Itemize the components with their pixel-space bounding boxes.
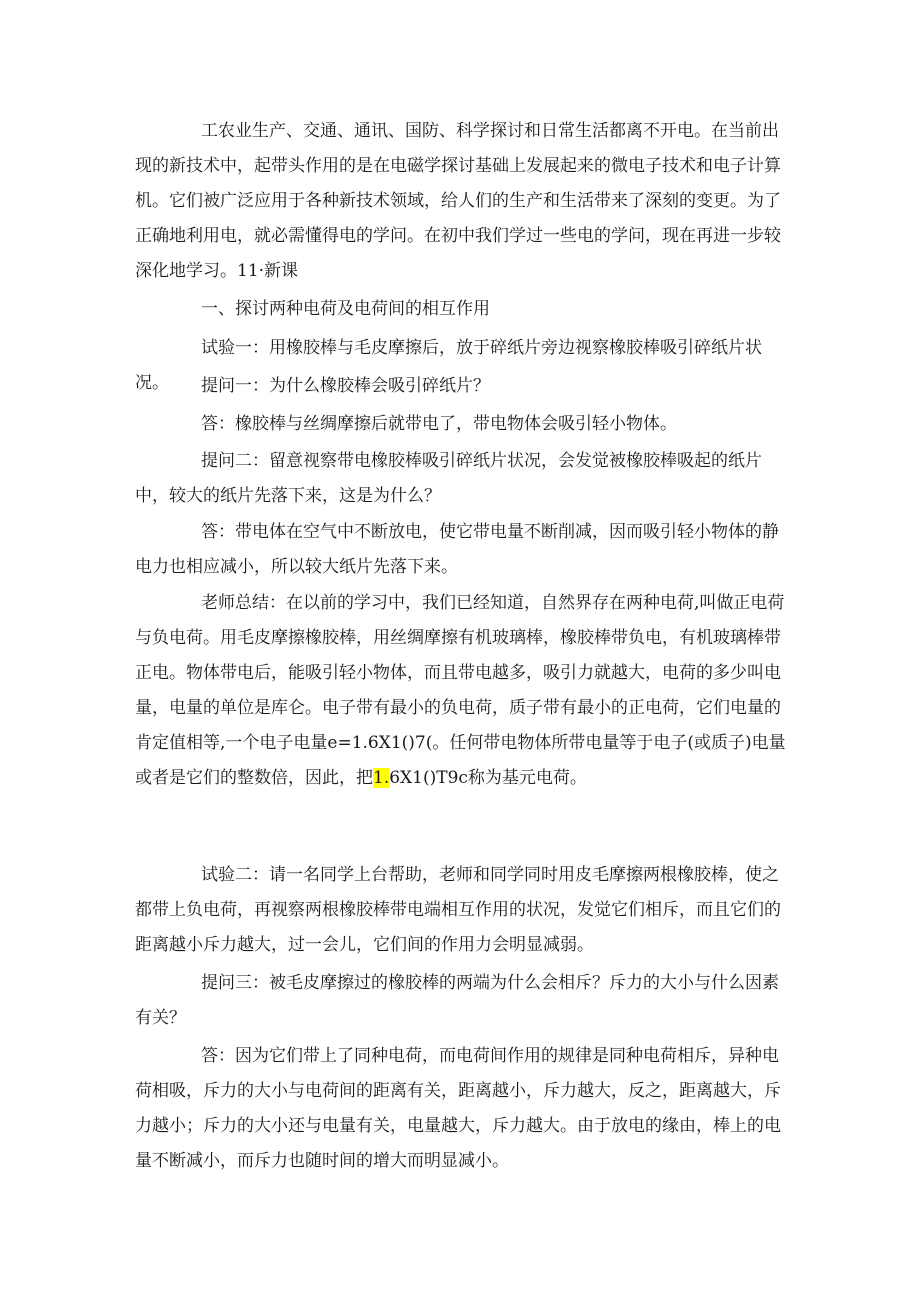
summary-text: 老师总结：在以前的学习中，我们已经知道，自然界存在两种电荷,叫做正电荷与负电荷。用毛皮摩擦橡胶棒，用丝绸摩擦有机玻璃棒，橡胶棒带负电，有机玻璃棒带正电。物体带电后，能吸引轻小物体，而且带电越多，吸引力就越大，电荷的多少叫电量，电量的单位是库仑。电子带有最小的负电荷，质子带有最小的正电荷，它们电量的肯定值相等,一个电子电量e=1.6X1()7(。任何带电物体所带电量等于电子(或质子)电量或者是它们的整数倍，因此，把 [135,593,786,788]
paragraph-experiment-two: 试验二：请一名同学上台帮助，老师和同学同时用皮毛摩擦两根橡胶棒，使之都带上负电荷，再视察两根橡胶棒带电端相互作用的状况，发觉它们相斥，而且它们的距离越小斥力越大，过一会儿，它们间的作用力会明显减弱。 [135,865,781,955]
paragraph-teacher-summary [135,586,790,796]
paragraph-question-one: 提问一：为什么橡胶棒会吸引碎纸片？ [201,376,490,396]
section-heading: 一、探讨两种电荷及电荷间的相互作用 [201,299,490,319]
highlighted-text: 1. [373,768,390,788]
paragraph-question-two: 提问二：留意视察带电橡胶棒吸引碎纸片状况，会发觉被橡胶棒吸起的纸片中，较大的纸片先落下来，这是为什么？ [135,451,762,506]
paragraph-answer-one: 答：橡胶棒与丝绸摩擦后就带电了，带电物体会吸引轻小物体。 [201,414,677,434]
paragraph-question-three: 提问三：被毛皮摩擦过的橡胶棒的两端为什么会相斥？斥力的大小与什么因素有关？ [135,973,779,1028]
summary-text-end: 6X1()T9c称为基元电荷。 [389,768,587,788]
paragraph-answer-two: 答：带电体在空气中不断放电，使它带电量不断削减，因而吸引轻小物体的静电力也相应减小，所以较大纸片先落下来。 [135,522,779,577]
paragraph-experiment-one: 试验一：用橡胶棒与毛皮摩擦后，放于碎纸片旁边视察橡胶棒吸引碎纸片状况。 [135,338,762,393]
paragraph-intro: 工农业生产、交通、通讯、国防、科学探讨和日常生活都离不开电。在当前出现的新技术中，起带头作用的是在电磁学探讨基础上发展起来的微电子技术和电子计算机。它们被广泛应用于各种新技术领域，给人们的生产和生活带来了深刻的变更。为了正确地利用电，就必需懂得电的学问。在初中我们学过一些电的学问，现在再进一步较深化地学习。11·新课 [135,121,781,281]
paragraph-answer-three: 答：因为它们带上了同种电荷，而电荷间作用的规律是同种电荷相斥，异种电荷相吸，斥力的大小与电荷间的距离有关，距离越小，斥力越大，反之，距离越大，斥力越小；斥力的大小还与电量有关，电量越大，斥力越大。由于放电的缘由，棒上的电量不断减小，而斥力也随时间的增大而明显减小。 [135,1046,781,1171]
